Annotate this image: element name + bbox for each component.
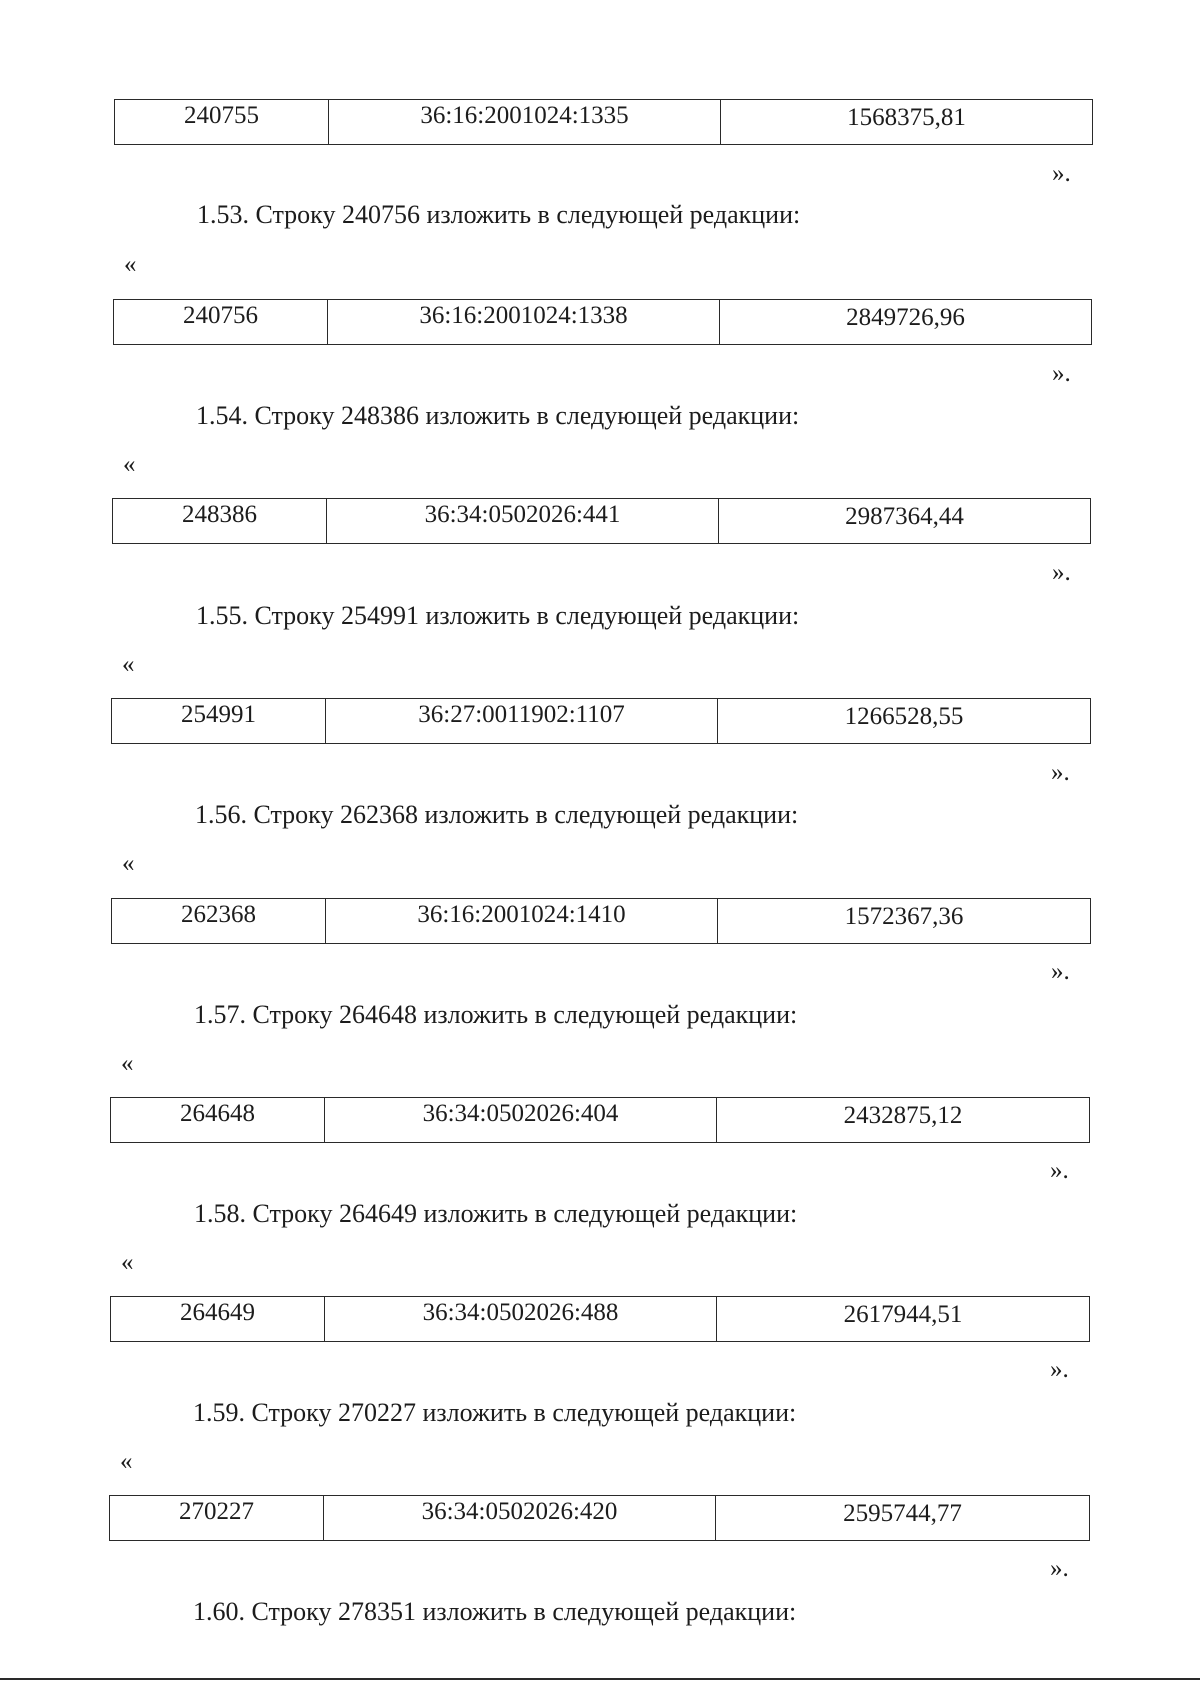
closing-quote: ». <box>1050 1356 1069 1383</box>
cadastral-number-cell: 36:34:0502026:404 <box>325 1098 717 1142</box>
closing-quote: ». <box>1051 958 1070 985</box>
value-cell: 1266528,55 <box>844 703 964 730</box>
cadastral-number-cell: 36:34:0502026:420 <box>324 1496 716 1540</box>
row-number-cell: 270227 <box>110 1496 324 1540</box>
opening-quote: « <box>121 1249 134 1276</box>
row-number-cell: 254991 <box>112 699 326 743</box>
row-number-cell: 248386 <box>113 499 327 543</box>
closing-quote: ». <box>1050 1157 1069 1184</box>
closing-quote: ». <box>1052 559 1071 586</box>
table-row <box>109 1495 1090 1541</box>
opening-quote: « <box>122 850 135 877</box>
closing-quote: ». <box>1052 160 1071 187</box>
amendment-instruction: 1.54. Строку 248386 изложить в следующей редакции: <box>196 401 800 430</box>
amendment-instruction: 1.56. Строку 262368 изложить в следующей редакции: <box>195 800 799 829</box>
value-cell: 1568375,81 <box>847 104 966 131</box>
closing-quote: ». <box>1052 360 1071 387</box>
closing-quote: ». <box>1051 759 1070 786</box>
closing-quote: ». <box>1050 1555 1069 1582</box>
row-number-cell: 240755 <box>115 100 329 144</box>
table-row <box>112 498 1091 544</box>
cadastral-number-cell: 36:27:0011902:1107 <box>326 699 718 743</box>
amendment-instruction: 1.58. Строку 264649 изложить в следующей редакции: <box>194 1199 798 1228</box>
opening-quote: « <box>120 1448 133 1475</box>
cadastral-number-cell: 36:16:2001024:1410 <box>326 899 718 943</box>
row-number-cell: 262368 <box>112 899 326 943</box>
opening-quote: « <box>124 251 137 278</box>
amendment-instruction: 1.57. Строку 264648 изложить в следующей редакции: <box>194 1000 798 1029</box>
opening-quote: « <box>121 1050 134 1077</box>
row-number-cell: 264648 <box>111 1098 325 1142</box>
table-row <box>110 1097 1090 1143</box>
amendment-instruction: 1.55. Строку 254991 изложить в следующей редакции: <box>196 601 800 630</box>
cadastral-number-cell: 36:34:0502026:488 <box>325 1297 717 1341</box>
value-cell: 2849726,96 <box>846 304 965 331</box>
opening-quote: « <box>123 451 136 478</box>
table-row <box>111 698 1091 744</box>
cadastral-number-cell: 36:34:0502026:441 <box>327 499 719 543</box>
row-number-cell: 240756 <box>114 300 328 344</box>
value-cell: 2595744,77 <box>843 1500 962 1527</box>
cadastral-number-cell: 36:16:2001024:1338 <box>328 300 720 344</box>
value-cell: 2617944,51 <box>843 1301 963 1328</box>
value-cell: 1572367,36 <box>844 903 964 930</box>
value-cell: 2432875,12 <box>843 1102 963 1129</box>
opening-quote: « <box>122 651 135 678</box>
cadastral-number-cell: 36:16:2001024:1335 <box>329 100 721 144</box>
row-number-cell: 264649 <box>111 1297 325 1341</box>
page-bottom-rule <box>0 1678 1200 1680</box>
amendment-instruction: 1.60. Строку 278351 изложить в следующей редакции: <box>193 1597 797 1626</box>
amendment-instruction: 1.59. Строку 270227 изложить в следующей редакции: <box>193 1398 797 1427</box>
table-row <box>110 1296 1090 1342</box>
table-row <box>111 898 1091 944</box>
value-cell: 2987364,44 <box>845 503 964 530</box>
table-row <box>113 299 1092 345</box>
amendment-instruction: 1.53. Строку 240756 изложить в следующей редакции: <box>197 200 801 229</box>
table-row <box>114 99 1093 145</box>
